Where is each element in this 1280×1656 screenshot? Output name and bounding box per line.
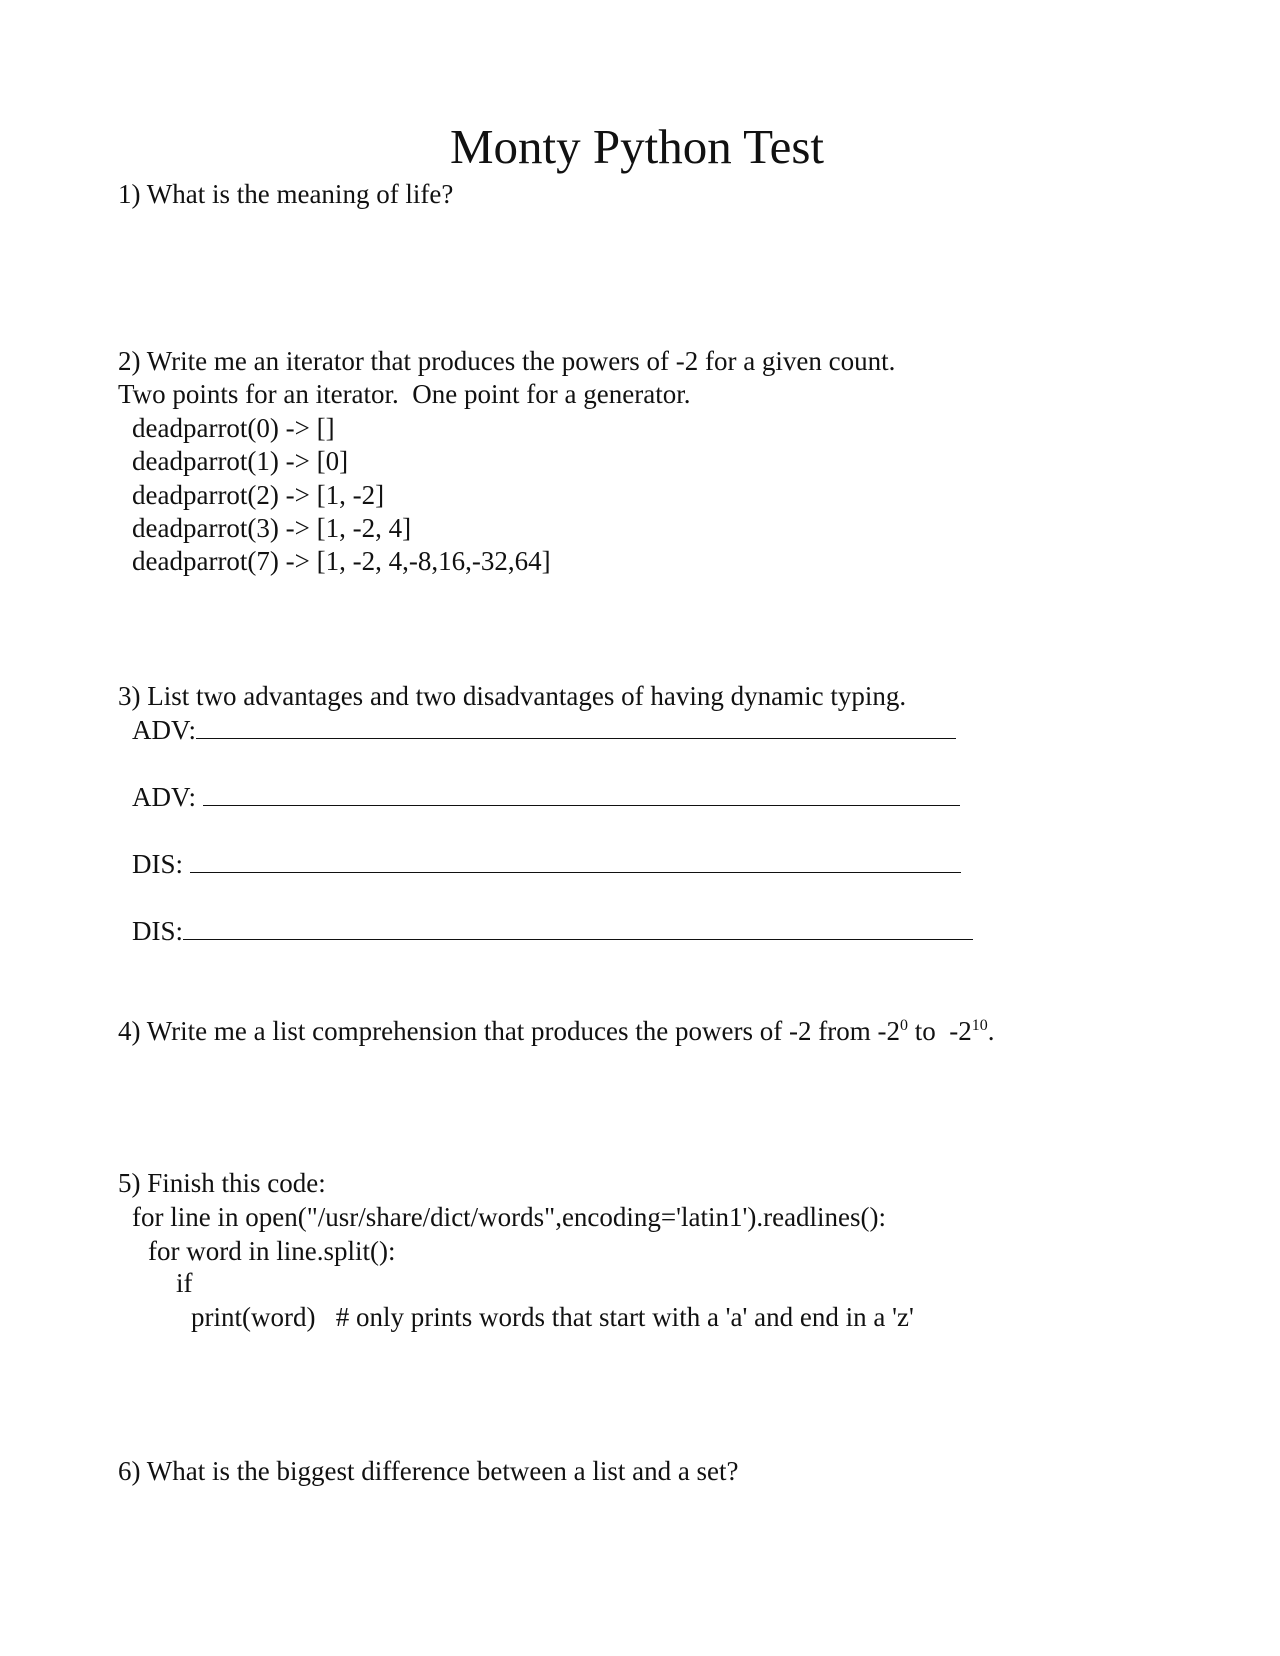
question-4-end: . <box>987 1016 995 1046</box>
example-line: deadparrot(7) -> [1, -2, 4,-8,16,-32,64] <box>132 546 551 576</box>
answer-line[interactable] <box>190 846 961 873</box>
example-line: deadparrot(0) -> [] <box>132 413 335 443</box>
code-line: print(word) # only prints words that start with a 'a' and end in a 'z' <box>191 1302 914 1332</box>
example-line: deadparrot(2) -> [1, -2] <box>132 480 385 510</box>
code-line: for word in line.split(): <box>148 1236 396 1266</box>
exponent-to: 10 <box>971 1017 988 1034</box>
field-label: DIS: <box>132 916 184 946</box>
page-title: Monty Python Test <box>449 119 825 174</box>
answer-field-adv-2[interactable] <box>132 779 960 814</box>
answer-field-dis-1[interactable] <box>132 846 961 881</box>
code-line: for line in open("/usr/share/dict/words",encoding='latin1').readlines(): <box>132 1202 887 1232</box>
question-5: 5) Finish this code: <box>118 1168 326 1198</box>
answer-line[interactable] <box>203 779 960 806</box>
question-4 <box>118 1014 994 1048</box>
question-2-line-2: Two points for an iterator. One point for a generator. <box>118 379 691 409</box>
answer-field-adv-1[interactable] <box>132 712 956 747</box>
question-2-line-1: 2) Write me an iterator that produces the powers of -2 for a given count. <box>118 346 896 376</box>
answer-line[interactable] <box>196 712 956 739</box>
answer-field-dis-2[interactable] <box>132 913 973 948</box>
question-3: 3) List two advantages and two disadvantages of having dynamic typing. <box>118 681 907 711</box>
answer-line[interactable] <box>183 913 973 940</box>
example-line: deadparrot(1) -> [0] <box>132 446 349 476</box>
field-label: DIS: <box>132 849 190 879</box>
exponent-from: 0 <box>899 1017 908 1034</box>
code-line: if <box>176 1268 193 1298</box>
question-1: 1) What is the meaning of life? <box>118 179 454 209</box>
question-6: 6) What is the biggest difference between a list and a set? <box>118 1456 739 1486</box>
field-label: ADV: <box>132 782 203 812</box>
question-4-mid: to -2 <box>907 1016 972 1046</box>
example-line: deadparrot(3) -> [1, -2, 4] <box>132 513 412 543</box>
question-4-text: 4) Write me a list comprehension that produces the powers of -2 from -2 <box>118 1016 900 1046</box>
field-label: ADV: <box>132 715 196 745</box>
